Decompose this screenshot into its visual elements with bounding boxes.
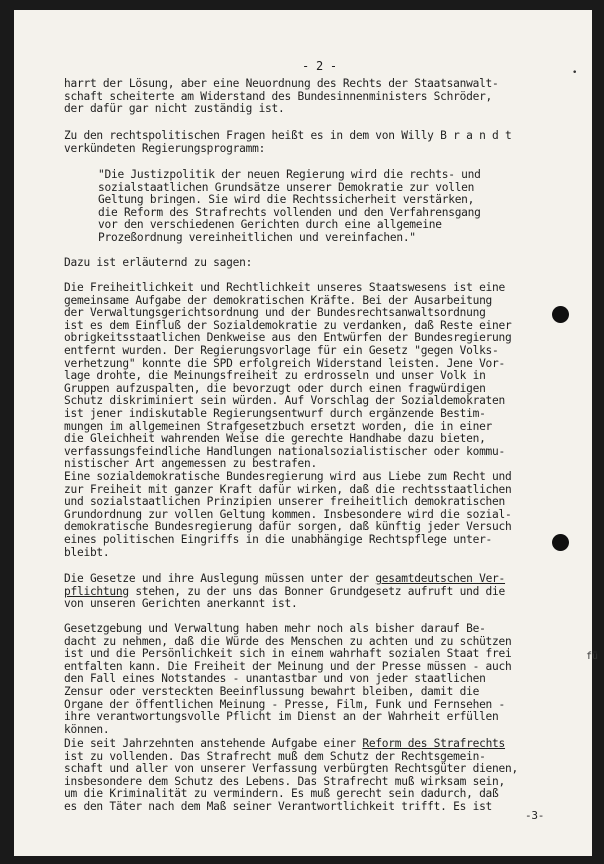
text-line: Gruppen aufzuspalten, die bevorzugt oder durch einen fragwürdigen xyxy=(64,381,486,395)
page-number: - 2 - xyxy=(302,59,337,73)
text-line: der dafür gar nicht zuständig ist. xyxy=(64,102,285,116)
text-line: lage drohte, die Meinungsfreiheit zu erdrosseln und unser Volk in xyxy=(64,369,486,383)
text-line: Zu den rechtspolitischen Fragen heißt es in dem von Willy B r a n d t xyxy=(64,129,512,142)
text-line: den Fall eines Notstandes - unantastbar und von jeder staatlichen xyxy=(64,672,486,686)
text-line: Dazu ist erläuternd zu sagen: xyxy=(64,256,253,269)
text-line: entfalten kann. Die Freiheit der Meinung und der Presse müssen - auch xyxy=(64,659,512,673)
next-page-marker: -3- xyxy=(525,809,545,822)
text-line: Die Freiheitlichkeit und Rechtlichkeit unseres Staatswesens ist eine xyxy=(64,281,506,294)
text-line: der Verwaltungsgerichtsordnung und der Bundesrechtsanwaltsordnung xyxy=(64,306,486,320)
text-line: harrt der Lösung, aber eine Neuordnung des Rechts der Staatsanwalt- xyxy=(64,77,499,90)
paragraph-8: Die seit Jahrzehnten anstehende Aufgabe einer Reform des Strafrechts ist zu vollenden. Das Strafrecht muß dem Schutz der Rechtsgemein- schaft und aller von unserer Verfassung verbürgten Rechtsgüter dienen, insbesondere dem Schutz des Lebens. Das Strafrecht muß wirksam sein, um die Kriminalität zu vermindern. Es muß gerecht sein dadurch, daß es den Täter nach dem Maß seiner Verantwortlichkeit trifft. Es ist xyxy=(64,737,518,813)
text-line: Schutz diskriminiert sein würden. Auf Vorschlag der Sozialdemokraten xyxy=(64,394,506,408)
paragraph-6: Die Gesetze und ihre Auslegung müssen unter der gesamtdeutschen Ver- pflichtung stehen, zu der uns das Bonner Grundgesetz aufruft und die von unseren Gerichten anerkannt ist. xyxy=(64,572,506,611)
text-line: Eine sozialdemokratische Bundesregierung wird aus Liebe zum Recht und xyxy=(64,470,512,483)
text-line: mungen im allgemeinen Strafgesetzbuch ersetzt worden, die in einer xyxy=(64,419,493,433)
program-quote xyxy=(98,169,481,245)
text-line: die Gleichheit wahrenden Weise die gerechte Handhabe dazu bieten, xyxy=(64,432,486,446)
text-line: und sozialstaatlichen Prinzipien unserer freiheitlich demokratischen xyxy=(64,495,506,509)
text-line: ist und die Persönlichkeit sich in einem wahrhaft sozialen Staat frei xyxy=(64,647,512,661)
paragraph-2 xyxy=(64,130,512,155)
paragraph-7 xyxy=(64,623,512,736)
margin-mark: • xyxy=(572,68,578,78)
text-line: Grundordnung zur vollen Geltung kommen. Insbesondere wird die sozial- xyxy=(64,507,512,521)
text-line: gemeinsame Aufgabe der demokratischen Kräfte. Bei der Ausarbeitung xyxy=(64,293,493,307)
text-line: ist es dem Einfluß der Sozialdemokratie zu verdanken, daß Reste einer xyxy=(64,318,512,332)
text-line: "Die Justizpolitik der neuen Regierung wird die rechts- und xyxy=(98,168,481,181)
text-line: insbesondere dem Schutz des Lebens. Das Strafrecht muß wirksam sein, xyxy=(64,774,506,788)
paragraph-5 xyxy=(64,471,512,559)
text-line: ihre verantwortungsvolle Pflicht im Dienst an der Wahrheit erfüllen xyxy=(64,710,499,724)
text-line: obrigkeitsstaatlichen Denkweise aus den Entwürfen der Bundesregierung xyxy=(64,331,512,345)
text-line: Prozeßordnung vereinheitlichen und vereinfachen." xyxy=(98,230,416,244)
text-line: nistischer Art angemessen zu bestrafen. xyxy=(64,457,317,471)
text-line: schaft und aller von unserer Verfassung verbürgten Rechtsgüter dienen, xyxy=(64,762,518,776)
text-line: dacht zu nehmen, daß die Würde des Menschen zu achten und zu schützen xyxy=(64,634,512,648)
text-line: um die Kriminalität zu vermindern. Es muß gerecht sein dadurch, daß xyxy=(64,787,499,801)
text-line: eines politischen Eingriffs in die unabhängige Rechtspflege unter- xyxy=(64,532,493,546)
text-line: zur Freiheit mit ganzer Kraft dafür wirken, daß die rechtsstaatlichen xyxy=(64,482,512,496)
text-line: es den Täter nach dem Maß seiner Verantwortlichkeit trifft. Es ist xyxy=(64,799,493,813)
text-line: Zensur oder versteckten Beeinflussung bewahrt bleiben, damit die xyxy=(64,684,480,698)
punch-hole xyxy=(552,534,569,551)
document-page xyxy=(14,10,599,856)
text-line: können. xyxy=(64,722,110,736)
text-line: ist jener indiskutable Regierungsentwurf durch ergänzende Bestim- xyxy=(64,406,486,420)
paragraph-4 xyxy=(64,282,512,471)
text-line: Gesetzgebung und Verwaltung haben mehr noch als bisher darauf Be- xyxy=(64,622,486,635)
text-line: demokratische Bundesregierung dafür sorgen, daß künftig jeder Versuch xyxy=(64,520,512,534)
text-line: Organe der öffentlichen Meinung - Presse, Film, Funk und Fernsehen - xyxy=(64,697,506,711)
text-line: ist zu vollenden. Das Strafrecht muß dem Schutz der Rechtsgemein- xyxy=(64,749,486,763)
text-line: bleibt. xyxy=(64,545,110,559)
text-line: schaft scheiterte am Widerstand des Bundesinnenministers Schröder, xyxy=(64,89,493,103)
text-line: die Reform des Strafrechts vollenden und den Verfahrensgang xyxy=(98,205,481,219)
paragraph-1 xyxy=(64,78,499,116)
paragraph-3 xyxy=(64,257,252,270)
text-line: vor den verschiedenen Gerichten durch eine allgemeine xyxy=(98,218,442,232)
text-line: verhetzung" konnte die SPD erfolgreich Widerstand leisten. Jene Vor- xyxy=(64,356,506,370)
text-line: entfernt wurden. Der Regierungsvorlage für ein Gesetz "gegen Volks- xyxy=(64,343,499,357)
text-line: sozialstaatlichen Grundsätze unserer Demokratie zur vollen xyxy=(98,180,475,194)
text-line: verfassungsfeindliche Handlungen nationalsozialistischer oder kommu- xyxy=(64,444,506,458)
cut-off-text: fü xyxy=(586,651,599,662)
punch-hole xyxy=(552,306,569,323)
text-line: Geltung bringen. Sie wird die Rechtssicherheit verstärken, xyxy=(98,193,475,207)
text-line: verkündeten Regierungsprogramm: xyxy=(64,141,266,155)
